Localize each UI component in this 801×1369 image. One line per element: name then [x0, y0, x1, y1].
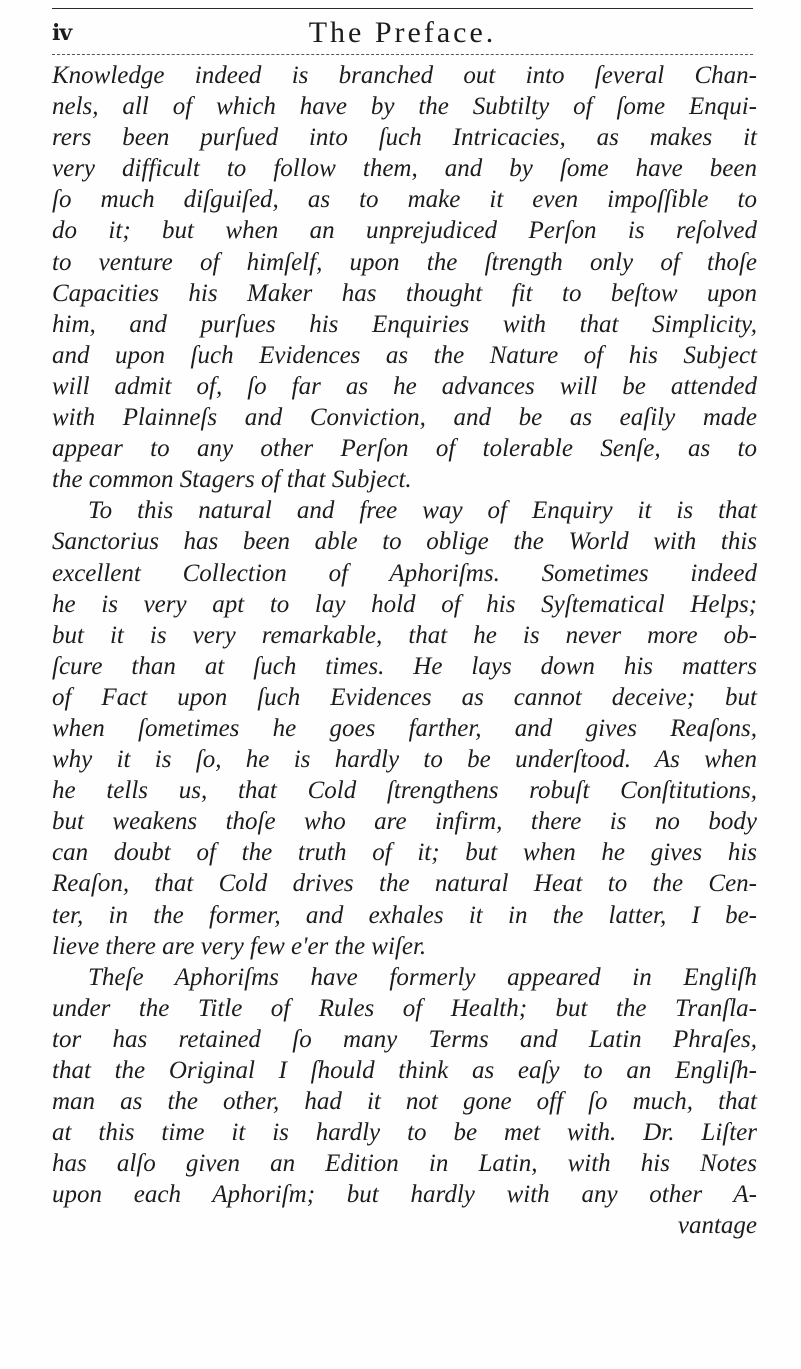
- text-line: do it; but when an unprejudiced Perſon is reſolved: [52, 217, 757, 245]
- text-line: nels, all of which have by the Subtilty of ſome Enqui-: [52, 93, 757, 121]
- text-line: that the Original I ſhould think as eaſy to an Engliſh-: [52, 1057, 757, 1084]
- text-line: why it is ſo, he is hardly to be underſtood. As when: [52, 746, 757, 774]
- text-line: to venture of himſelf, upon the ſtrength only of thoſe: [52, 248, 757, 276]
- text-line: rers been purſued into ſuch Intricacies, as makes it: [52, 124, 757, 152]
- text-line: excellent Collection of Aphoriſms. Sometimes indeed: [52, 559, 757, 587]
- text-line: can doubt of the truth of it; but when he gives his: [52, 839, 757, 867]
- catchword: vantage: [677, 1212, 757, 1240]
- text-line: ter, in the former, and exhales it in the latter, I be-: [52, 901, 757, 929]
- text-line: under the Title of Rules of Health; but the Tranſla-: [52, 994, 757, 1022]
- text-line: at this time it is hardly to be met with. Dr. Liſter: [52, 1119, 757, 1147]
- text-line: but it is very remarkable, that he is never more ob-: [52, 621, 757, 649]
- header-bottom-rule: [52, 54, 753, 55]
- text-line: ſo much diſguiſed, as to make it even impoſſible to: [52, 186, 757, 214]
- running-head: The Preface.: [308, 16, 497, 49]
- text-line: but weakens thoſe who are infirm, there is no body: [52, 808, 757, 836]
- text-line: Sanctorius has been able to oblige the World with this: [52, 528, 757, 556]
- text-line: man as the other, had it not gone off ſo much, that: [52, 1088, 757, 1116]
- text-line: very difficult to follow them, and by ſome have been: [52, 155, 757, 183]
- text-line: appear to any other Perſon of tolerable Senſe, as to: [52, 435, 757, 463]
- text-line: him, and purſues his Enquiries with that Simplicity,: [52, 310, 757, 338]
- page-number: iv: [52, 20, 72, 46]
- text-line: ſcure than at ſuch times. He lays down his matters: [52, 652, 757, 680]
- text-line: he is very apt to lay hold of his Syſtematical Helps;: [52, 590, 757, 618]
- header-top-rule: [52, 8, 753, 9]
- text-line: he tells us, that Cold ſtrengthens robuſt Conſtitutions,: [52, 777, 757, 805]
- text-line: the common Stagers of that Subject.: [52, 466, 412, 494]
- text-line: when ſometimes he goes farther, and gives Reaſons,: [52, 714, 757, 742]
- text-line: tor has retained ſo many Terms and Latin Phraſes,: [52, 1025, 757, 1053]
- text-line: of Fact upon ſuch Evidences as cannot deceive; but: [52, 683, 757, 711]
- text-line: Reaſon, that Cold drives the natural Heat to the Cen-: [52, 870, 757, 898]
- text-line: Capacities his Maker has thought fit to beſtow upon: [52, 279, 757, 307]
- body-text: [52, 60, 757, 1242]
- text-line: has alſo given an Edition in Latin, with his Notes: [52, 1150, 757, 1178]
- text-line: upon each Aphoriſm; but hardly with any other A-: [52, 1181, 757, 1209]
- text-line: lieve there are very few e'er the wiſer.: [52, 932, 427, 960]
- text-line: Theſe Aphoriſms have formerly appeared in Engliſh: [88, 963, 757, 991]
- text-line: with Plainneſs and Conviction, and be as eaſily made: [52, 404, 757, 432]
- page-header: [52, 6, 753, 50]
- text-line: will admit of, ſo far as he advances will be attended: [52, 372, 757, 400]
- text-line: Knowledge indeed is branched out into ſeveral Chan-: [52, 62, 757, 89]
- text-line: and upon ſuch Evidences as the Nature of his Subject: [52, 341, 757, 369]
- text-line: To this natural and free way of Enquiry it is that: [88, 497, 757, 525]
